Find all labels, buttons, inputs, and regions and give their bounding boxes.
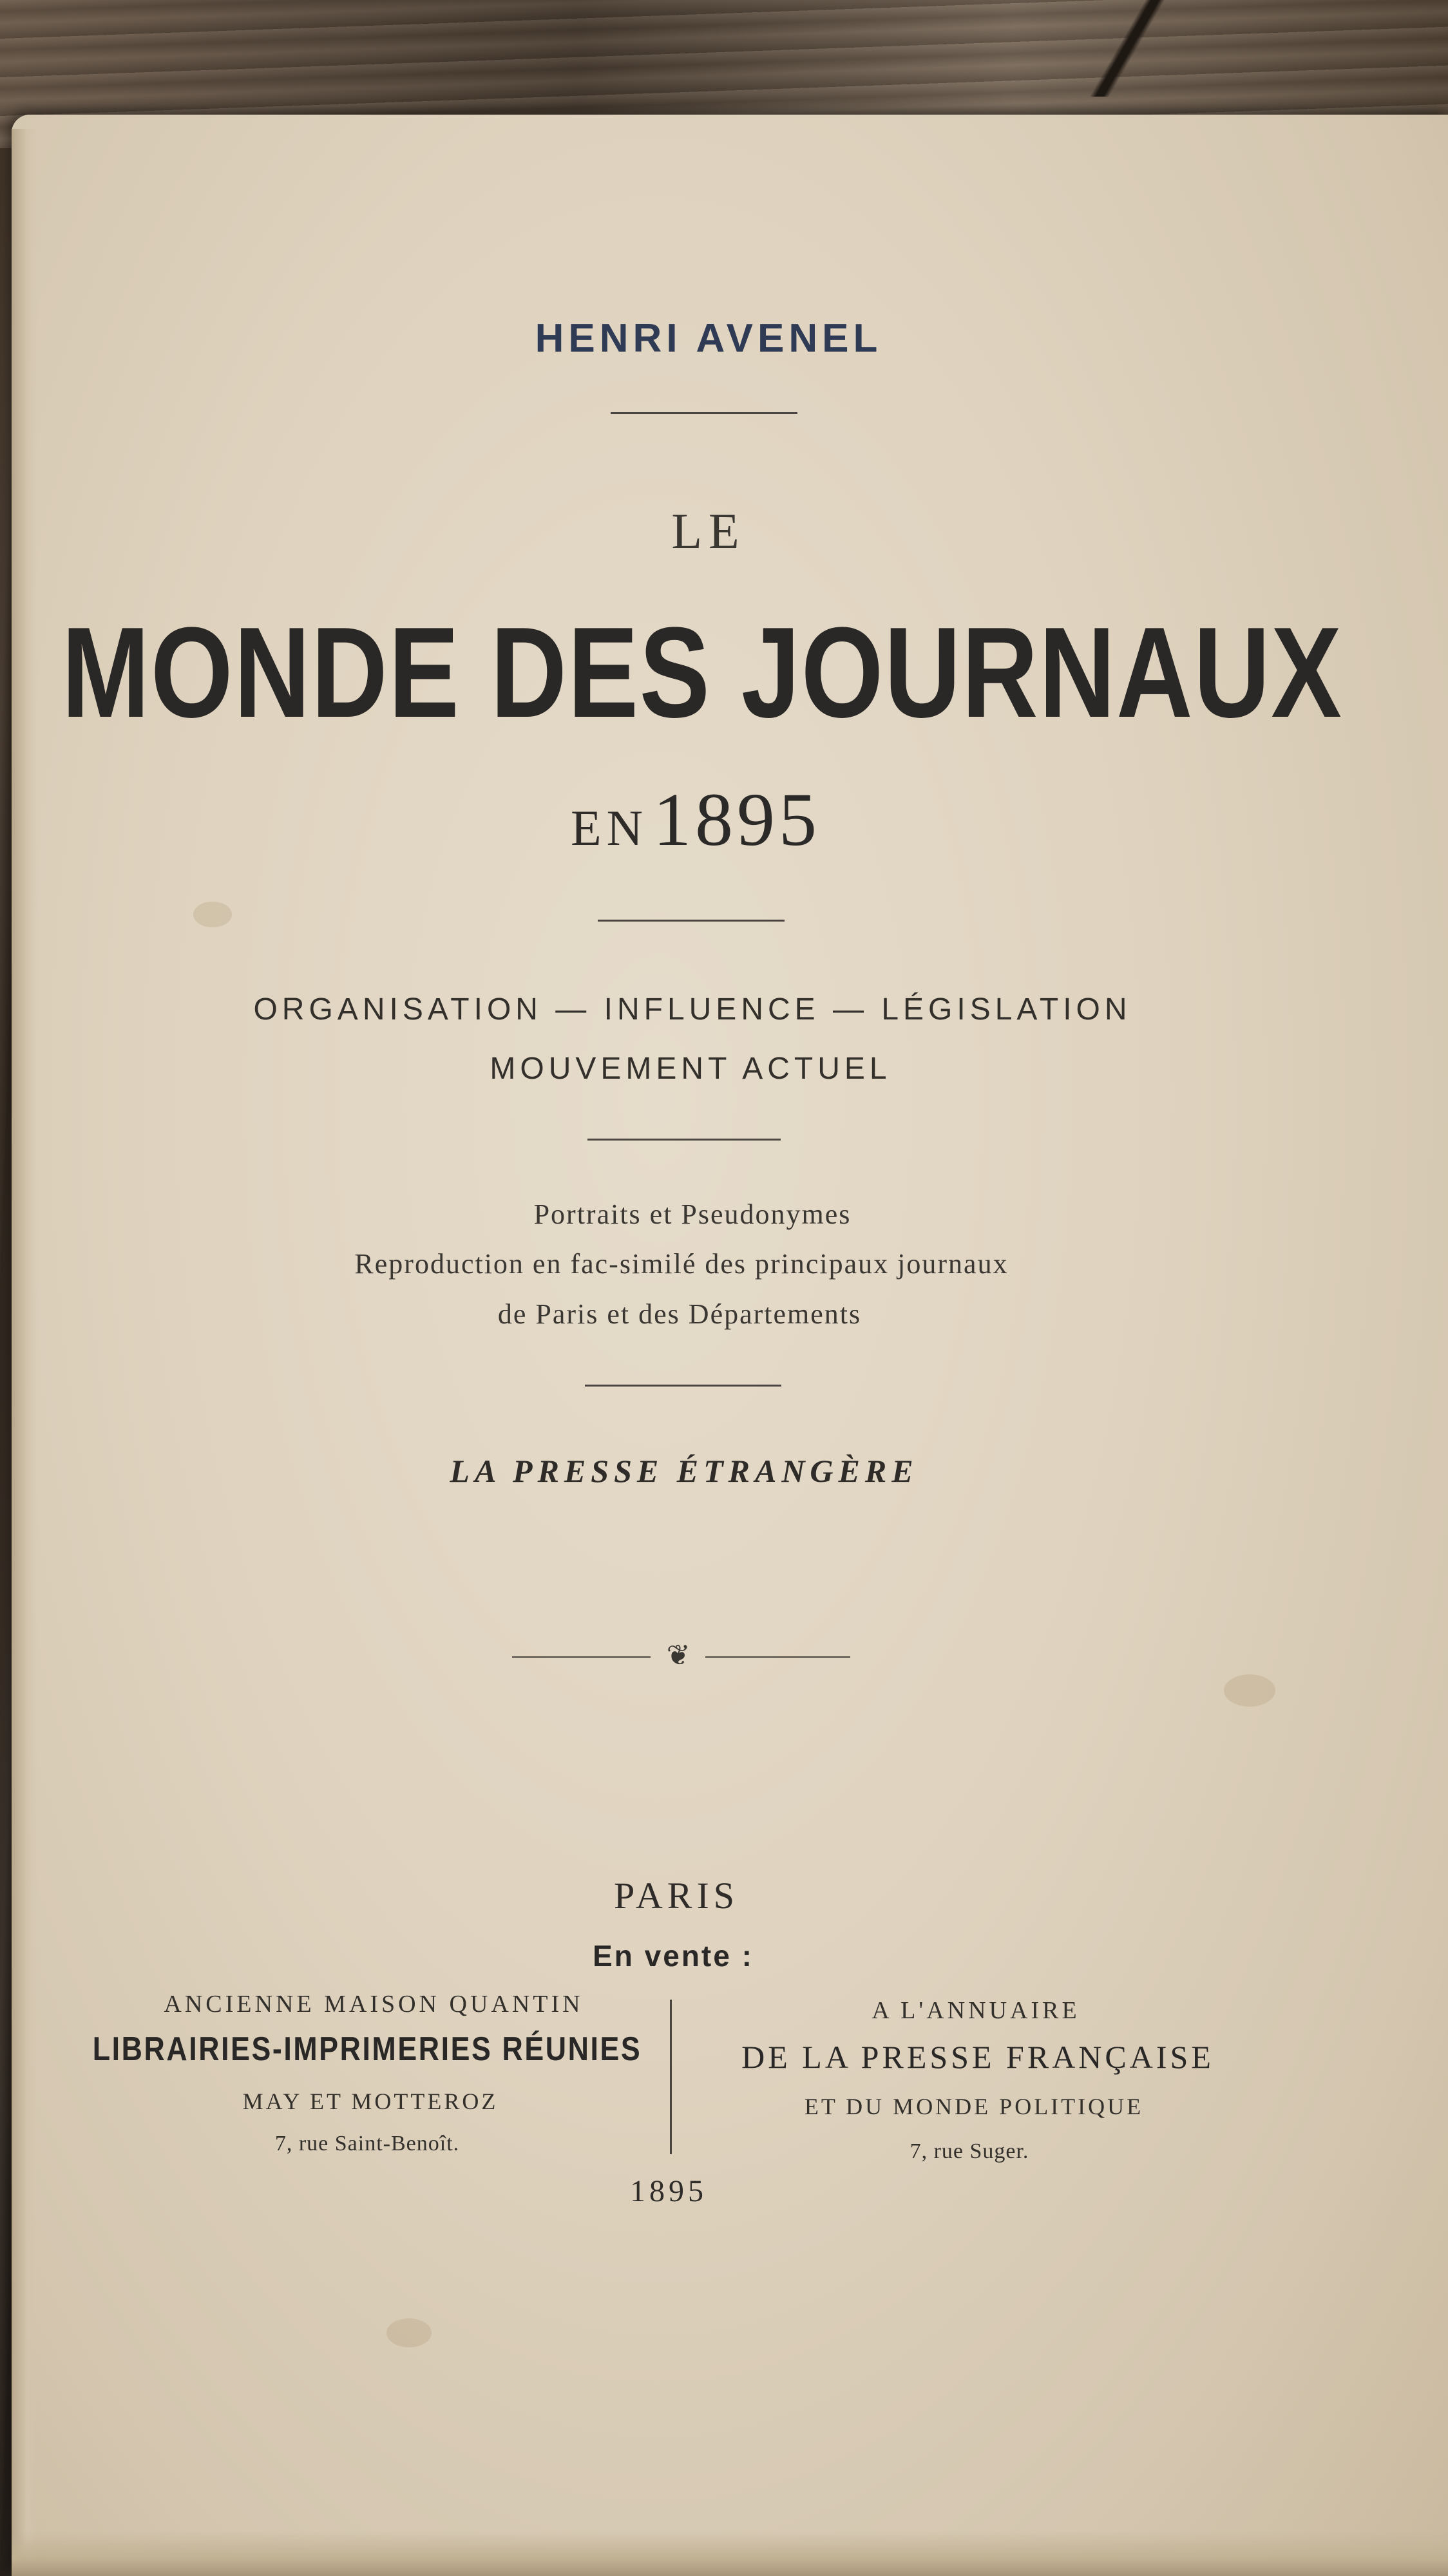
publisher-left-line1: ANCIENNE MAISON QUANTIN [164,1991,584,2018]
title-year: 1895 [653,777,821,862]
subtitle-topics: ORGANISATION — INFLUENCE — LÉGISLATION [253,992,1132,1027]
publisher-right-line2: DE LA PRESSE FRANÇAISE [741,2039,1214,2075]
title-year-line [571,776,821,864]
title-page [12,115,1448,2576]
publisher-right-address: 7, rue Suger. [910,2139,1029,2163]
imprint-vertical-divider [670,2000,672,2154]
fleuron-ornament-icon: ❦ [666,1639,691,1672]
imprint-year: 1895 [630,2174,707,2208]
title-en: EN [571,800,648,856]
divider-rule [585,1385,781,1387]
ornament-line-right [705,1656,850,1658]
imprint-city: PARIS [613,1875,739,1917]
description-paris: de Paris et des Départements [497,1298,862,1330]
main-title: MONDE DES JOURNAUX [61,601,1343,744]
divider-rule [587,1139,781,1141]
paper-stain [1224,1674,1275,1707]
publisher-left-line3: MAY ET MOTTEROZ [242,2088,499,2114]
description-reproduction: Reproduction en fac-similé des principaux journaux [354,1248,1009,1280]
title-article: LE [671,503,746,559]
page-bottom-edge [12,2531,1448,2576]
author-name: HENRI AVENEL [535,316,882,361]
paper-stain [193,902,232,927]
ornament-line-left [512,1656,651,1658]
paper-stain [386,2318,432,2347]
subtitle-movement: MOUVEMENT ACTUEL [490,1052,891,1086]
publisher-right-line3: ET DU MONDE POLITIQUE [804,2094,1144,2119]
divider-rule [611,412,797,414]
publisher-right-line1: A L'ANNUAIRE [872,1997,1080,2024]
wood-crack [1056,0,1198,97]
publisher-left-address: 7, rue Saint-Benoît. [274,2132,460,2155]
imprint-for-sale: En vente : [593,1939,754,1973]
publisher-left-line2: LIBRAIRIES-IMPRIMERIES RÉUNIES [92,2031,642,2068]
page-binding-edge [12,129,37,2576]
description-portraits: Portraits et Pseudonymes [533,1198,852,1230]
section-presse-etrangere: LA PRESSE ÉTRANGÈRE [450,1453,919,1489]
divider-rule [598,920,785,922]
